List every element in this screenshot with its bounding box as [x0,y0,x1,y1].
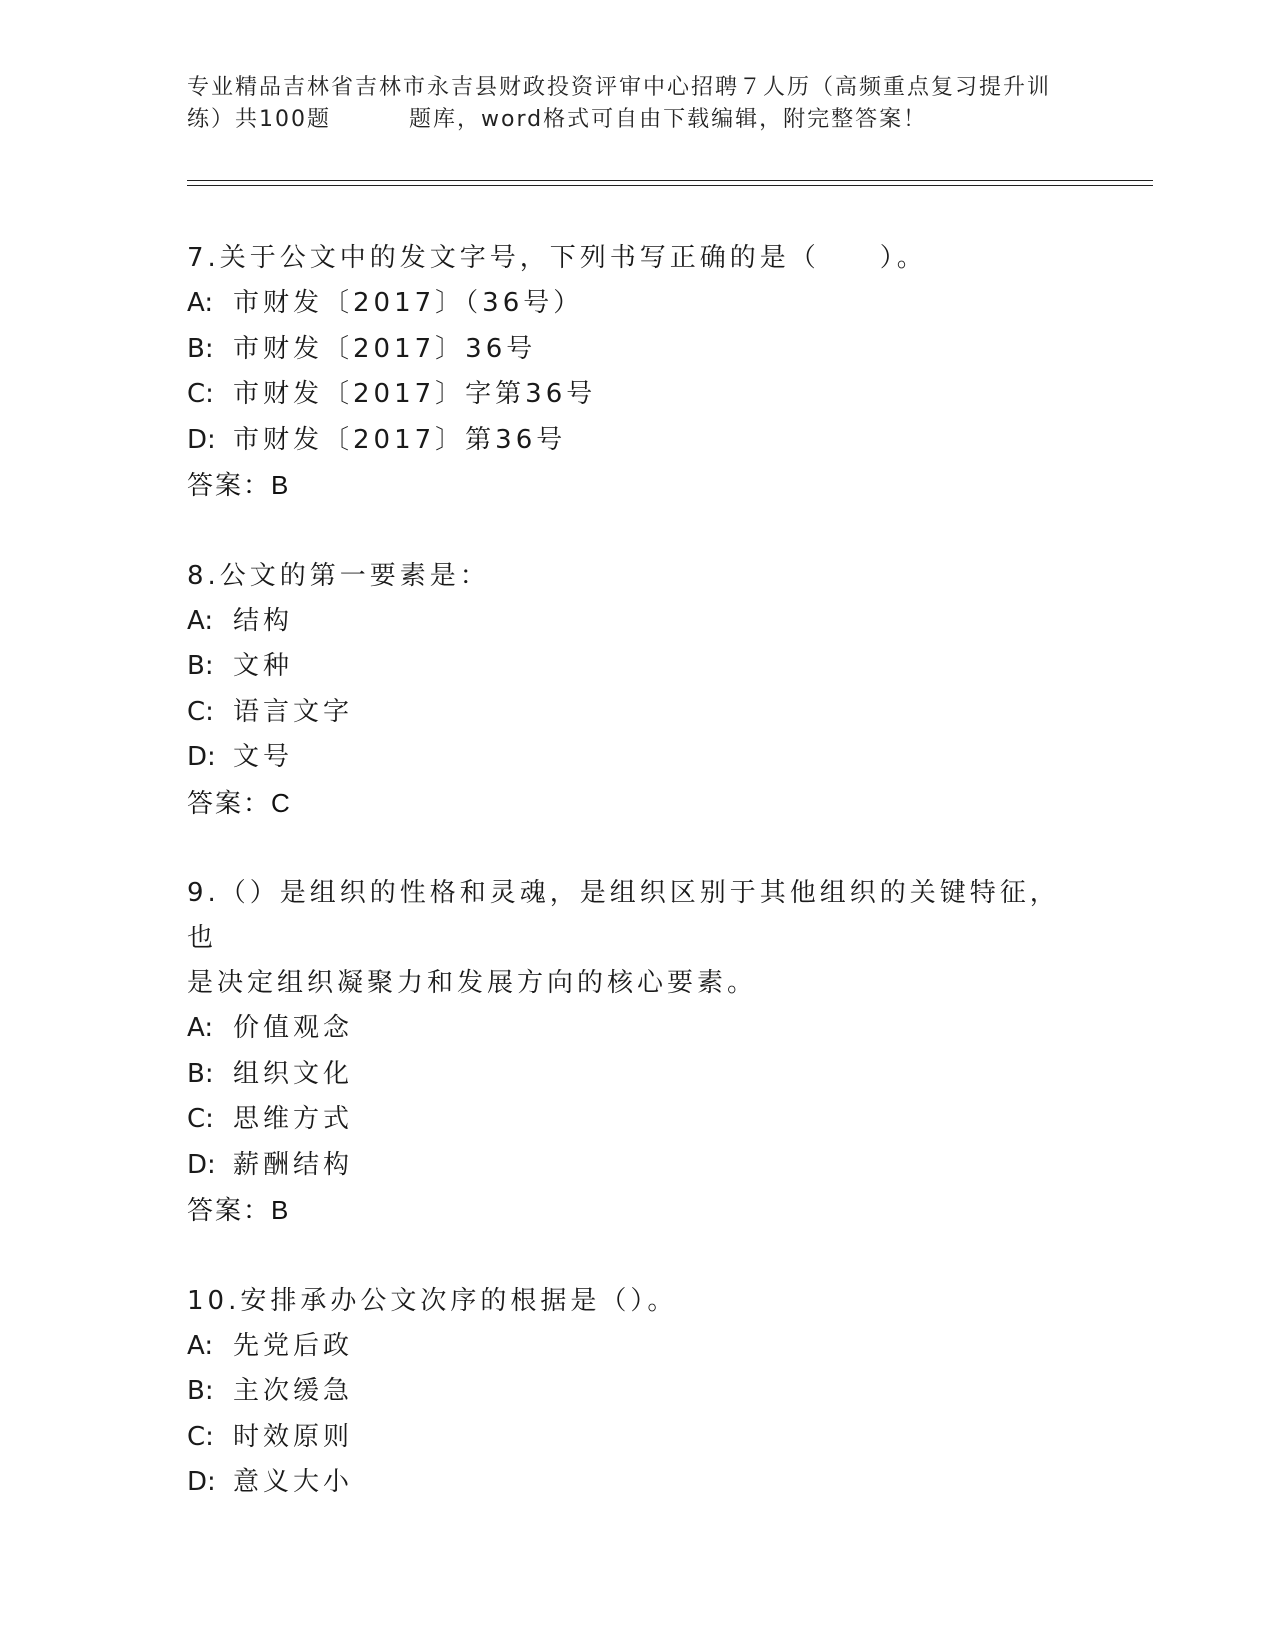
option-b [187,644,1087,690]
option-c [187,372,1087,418]
option-c [187,690,1087,736]
option-c [187,1415,1087,1461]
question-10 [187,1279,1087,1506]
option-a [187,1324,1087,1370]
option-letter: B: [187,651,214,681]
option-text: 市财发〔2017〕36号 [233,333,537,364]
option-d [187,1460,1087,1506]
answer-line: 答案：B [187,470,291,500]
option-text: 市财发〔2017〕（36号） [233,288,584,318]
header-rule-bottom [187,185,1153,186]
question-9 [187,871,1087,1234]
header-title-line-1: 专业精品吉林省吉林市永吉县财政投资评审中心招聘７人历（高频重点复习提升训 [187,75,1052,100]
option-letter: C: [187,379,214,409]
option-letter: D: [187,1467,216,1497]
answer-line: 答案：C [187,787,292,818]
document-header [187,72,1087,136]
option-letter: A: [187,605,214,636]
option-text: 市财发〔2017〕字第36号 [233,379,597,409]
answer-line: 答案：B [187,1195,291,1225]
option-letter: A: [187,288,214,318]
question-7 [187,236,1087,509]
option-a [187,281,1087,327]
option-text: 文号 [233,742,294,772]
option-text: 组织文化 [233,1058,354,1089]
option-d [187,1143,1087,1189]
option-letter: C: [187,1104,214,1134]
option-d [187,735,1087,781]
question-list [187,236,1087,1506]
option-d [187,418,1087,464]
header-rule-top [187,180,1153,181]
option-text: 思维方式 [233,1104,354,1134]
option-text: 时效原则 [233,1421,354,1452]
option-text: 结构 [233,605,294,636]
option-letter: D: [187,742,216,772]
option-text: 语言文字 [233,696,354,727]
option-letter: D: [187,424,216,455]
option-text: 文种 [233,651,294,681]
question-stem: 7.关于公文中的发文字号，下列书写正确的是（ ）。 [187,243,927,273]
option-letter: A: [187,1013,214,1043]
option-letter: B: [187,333,214,364]
option-b [187,327,1087,373]
option-c [187,1097,1087,1143]
option-text: 薪酬结构 [233,1149,354,1180]
option-letter: C: [187,1421,214,1452]
question-8 [187,554,1087,827]
option-letter: D: [187,1149,216,1180]
option-text: 意义大小 [233,1467,354,1497]
option-b [187,1369,1087,1415]
question-stem-line-1: 9.（）是组织的性格和灵魂，是组织区别于其他组织的关键特征，也 [187,878,1060,953]
question-stem: 8.公文的第一要素是： [187,560,490,591]
question-stem: 10.安排承办公文次序的根据是（）。 [187,1285,678,1316]
option-b [187,1052,1087,1098]
option-letter: A: [187,1330,214,1361]
header-count: 练）共100题 [187,107,331,132]
option-a [187,599,1087,645]
question-stem-line-2: 是决定组织凝聚力和发展方向的核心要素。 [187,968,758,998]
option-a [187,1006,1087,1052]
option-text: 主次缓急 [233,1376,354,1406]
option-text: 市财发〔2017〕第36号 [233,424,567,455]
option-letter: B: [187,1376,214,1406]
option-letter: C: [187,696,214,727]
option-letter: B: [187,1058,214,1089]
option-text: 价值观念 [233,1013,354,1043]
header-note: 题库，word格式可自由下载编辑，附完整答案！ [409,107,928,132]
header-title-line-2 [187,104,1087,136]
option-text: 先党后政 [233,1330,354,1361]
